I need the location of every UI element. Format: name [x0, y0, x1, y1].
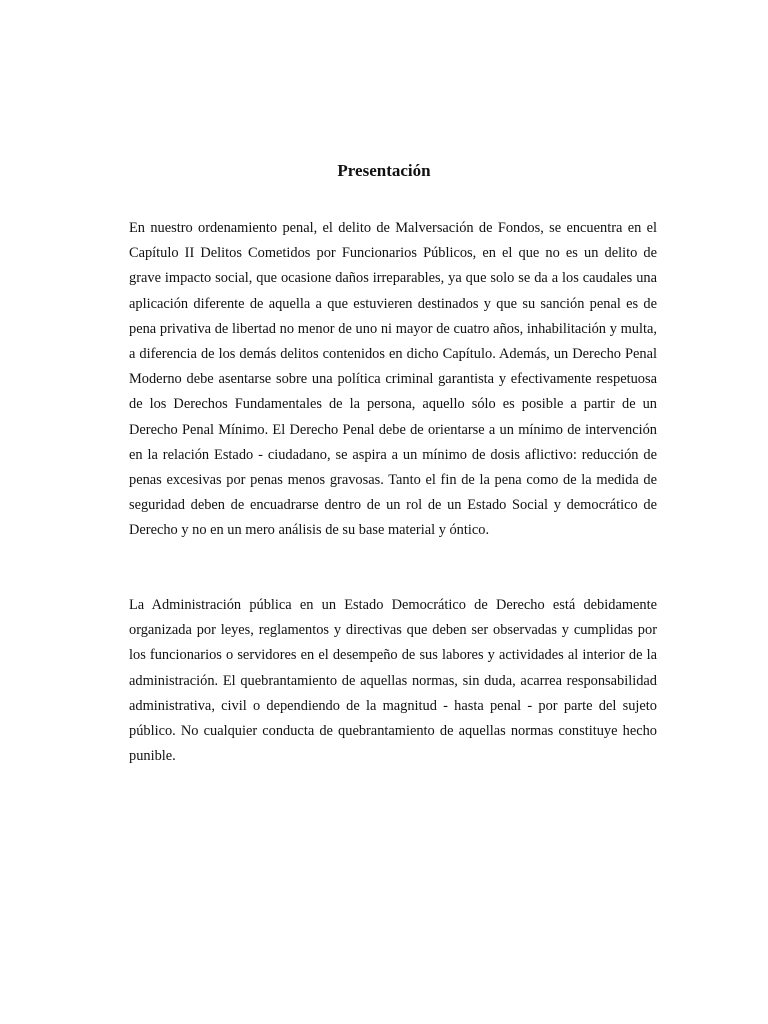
paragraph-2: La Administración pública en un Estado Democrático de Derecho está debidamente organizada por leyes, reglamentos y directivas que deben ser observadas y cumplidas por los funcionarios o servidores en el desempeño de sus labores y actividades al interior de la administración. El quebrantamiento de aquellas normas, sin duda, acarrea responsabilidad administrativa, civil o dependiendo de la magnitud - hasta penal - por parte del sujeto público. No cualquier conducta de quebrantamiento de aquellas normas constituye hecho punible. [129, 597, 657, 765]
paragraph-1: En nuestro ordenamiento penal, el delito de Malversación de Fondos, se encuentra en el Capítulo II Delitos Cometidos por Funcionarios Públicos, en el que no es un delito de grave impacto social, que ocasione daños irreparables, ya que solo se da a los caudales una aplicación diferente de aquella a que estuvieren destinados y que su sanción penal es de pena privativa de libertad no menor de uno ni mayor de cuatro años, inhabilitación y multa, a diferencia de los demás delitos contenidos en dicho Capítulo. Además, un Derecho Penal Moderno debe asentarse sobre una política criminal garantista y efectivamente respetuosa de los Derechos Fundamentales de la persona, aquello sólo es posible a partir de un Derecho Penal Mínimo. El Derecho Penal debe de orientarse a un mínimo de intervención en la relación Estado - ciudadano, se aspira a un mínimo de dosis aflictivo: reducción de penas excesivas por penas menos gravosas. Tanto el fin de la pena como de la medida de seguridad deben de encuadrarse dentro de un rol de un Estado Social y democrático de Derecho y no en un mero análisis de su base material y óntico. [129, 220, 657, 539]
page-title: Presentación [337, 161, 431, 180]
